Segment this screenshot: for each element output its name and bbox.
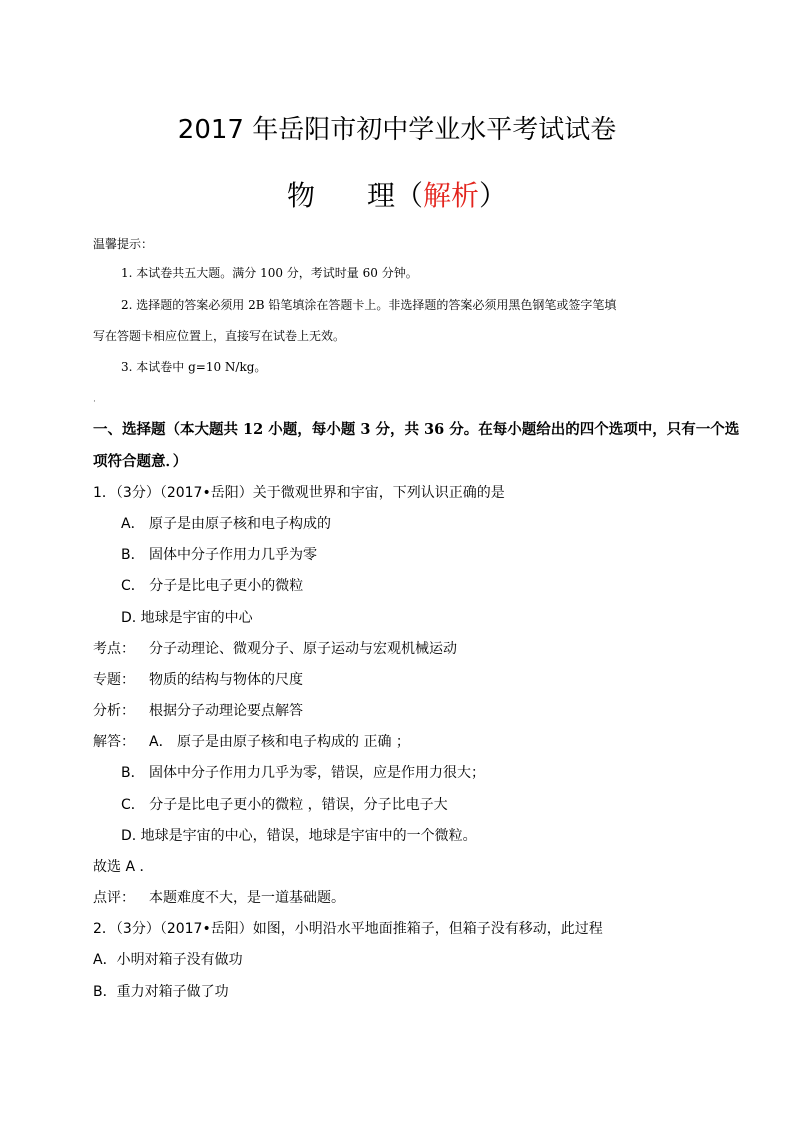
q1-zhuanti: [93, 671, 303, 689]
section-heading-cont: 项符合题意．）: [93, 453, 188, 470]
fenxi-label: 分析：: [93, 703, 135, 719]
subject-close: ）: [479, 179, 508, 212]
analysis-label: 解析: [423, 179, 480, 212]
q1-option-b: B． 固体中分子作用力几乎为零: [121, 547, 318, 563]
jieda-b-text: B． 固体中分子作用力几乎为零，错误，应是作用力很大；: [121, 765, 486, 781]
jieda-a-text: A． 原子是由原子核和电子构成的 正确 ；: [149, 734, 410, 750]
subject-char-1: 物: [286, 179, 315, 212]
tips-heading: 温馨提示：: [93, 237, 154, 251]
kaodian-text: 分子动理论、微观分子、原子运动与宏观机械运动: [149, 641, 457, 657]
kaodian-label: 考点：: [93, 641, 135, 657]
q1-answer: 故选 A ．: [93, 859, 154, 875]
q1-fenxi: [93, 702, 303, 720]
jieda-d-text: D. 地球是宇宙的中心，错误，地球是宇宙中的一个微粒。: [121, 828, 477, 844]
subject-heading: [0, 179, 794, 213]
q1-option-d: D. 地球是宇宙的中心: [121, 610, 253, 626]
subject-char-2: 理（: [366, 179, 423, 212]
pingping-label: 点评：: [93, 890, 135, 906]
q1-kaodian: [93, 640, 457, 658]
tip-item-3: 3. 本试卷中 g=10 N/kg。: [121, 360, 267, 374]
tip-item-1: 1. 本试卷共五大题。满分 100 分，考试时量 60 分钟。: [121, 266, 418, 280]
fenxi-text: 根据分子动理论要点解答: [149, 703, 303, 719]
exam-title: 2017 年岳阳市初中学业水平考试试卷: [177, 115, 617, 145]
q1-option-c: C． 分子是比电子更小的微粒: [121, 578, 304, 594]
question-1-stem: 1．（3分）（2017•岳阳）关于微观世界和宇宙，下列认识正确的是: [93, 485, 505, 501]
q1-pingping: [93, 889, 345, 907]
tip-item-2-cont: 写在答题卡相应位置上，直接写在试卷上无效。: [93, 329, 346, 343]
paragraph-marker: ·: [93, 397, 96, 407]
pingping-text: 本题难度不大，是一道基础题。: [149, 890, 345, 906]
zhuanti-label: 专题：: [93, 672, 135, 688]
question-2-stem: 2．（3分）（2017•岳阳）如图，小明沿水平地面推箱子，但箱子没有移动，此过程: [93, 921, 603, 937]
section-heading: 一、选择题（本大题共 12 小题，每小题 3 分，共 36 分。在每小题给出的四个选项中，只有一个选: [93, 421, 740, 438]
tip-item-2: 2. 选择题的答案必须用 2B 铅笔填涂在答题卡上。非选择题的答案必须用黑色钢笔或签字笔填: [121, 298, 617, 312]
q1-option-a: A． 原子是由原子核和电子构成的: [121, 516, 332, 532]
q1-jieda: [93, 733, 410, 751]
q2-option-b: B．重力对箱子做了功: [93, 984, 229, 1000]
zhuanti-text: 物质的结构与物体的尺度: [149, 672, 303, 688]
q2-option-a: A．小明对箱子没有做功: [93, 952, 243, 968]
jieda-c-text: C． 分子是比电子更小的微粒 ，错误，分子比电子大: [121, 797, 448, 813]
jieda-label: 解答：: [93, 734, 135, 750]
